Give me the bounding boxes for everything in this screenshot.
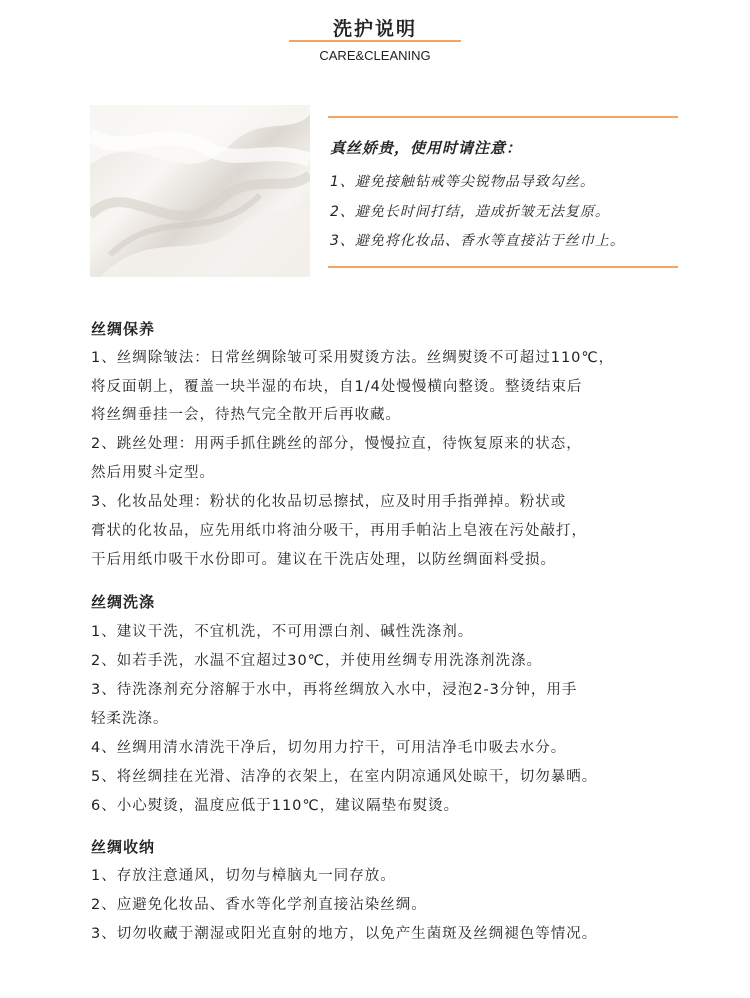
title-underline — [289, 40, 461, 42]
section-line: 2、如若手洗，水温不宜超过30℃，并使用丝绸专用洗涤剂洗涤。 — [91, 653, 542, 669]
silk-folds-graphic — [90, 105, 310, 277]
notice-item: 2、避免长时间打结，造成折皱无法复原。 — [330, 204, 610, 220]
section-line: 3、化妆品处理：粉状的化妆品切忌擦拭，应及时用手指弹掉。粉状或 — [91, 494, 567, 510]
section-line: 1、存放注意通风，切勿与樟脑丸一同存放。 — [91, 868, 396, 884]
section-line: 3、切勿收藏于潮湿或阳光直射的地方，以免产生菌斑及丝绸褪色等情况。 — [91, 926, 598, 942]
section-line: 将反面朝上，覆盖一块半湿的布块，自1/4处慢慢横向整烫。整烫结束后 — [91, 379, 583, 395]
section-line: 1、丝绸除皱法：日常丝绸除皱可采用熨烫方法。丝绸熨烫不可超过110℃， — [91, 350, 615, 366]
section-line: 2、跳丝处理：用两手抓住跳丝的部分，慢慢拉直，待恢复原来的状态， — [91, 436, 582, 452]
silk-fabric-image — [90, 105, 310, 277]
notice-item: 3、避免将化妆品、香水等直接沾于丝巾上。 — [330, 233, 625, 249]
section-line: 1、建议干洗，不宜机洗，不可用漂白剂、碱性洗涤剂。 — [91, 624, 474, 640]
section-line: 轻柔洗涤。 — [91, 711, 169, 727]
section-line: 4、丝绸用清水清洗干净后，切勿用力拧干，可用洁净毛巾吸去水分。 — [91, 740, 567, 756]
section-line: 2、应避免化妆品、香水等化学剂直接沾染丝绸。 — [91, 897, 427, 913]
section-title-storage: 丝绸收纳 — [91, 838, 156, 856]
section-line: 6、小心熨烫，温度应低于110℃，建议隔垫布熨烫。 — [91, 798, 460, 814]
notice-top-line — [328, 116, 678, 118]
notice-heading: 真丝娇贵，使用时请注意： — [330, 139, 523, 157]
section-line: 3、待洗涤剂充分溶解于水中，再将丝绸放入水中，浸泡2-3分钟，用手 — [91, 682, 578, 698]
page-subtitle: CARE&CLEANING — [319, 48, 431, 63]
section-title-washing: 丝绸洗涤 — [91, 593, 156, 611]
section-line: 将丝绸垂挂一会，待热气完全散开后再收藏。 — [91, 407, 401, 423]
section-line: 5、将丝绸挂在光滑、洁净的衣架上，在室内阴凉通风处晾干，切勿暴晒。 — [91, 769, 598, 785]
section-line: 膏状的化妆品，应先用纸巾将油分吸干，再用手帕沾上皂液在污处敲打， — [91, 523, 587, 539]
notice-bottom-line — [328, 266, 678, 268]
page-title: 洗护说明 — [332, 18, 417, 40]
section-line: 干后用纸巾吸干水份即可。建议在干洗店处理，以防丝绸面料受损。 — [91, 552, 556, 568]
section-line: 然后用熨斗定型。 — [91, 465, 215, 481]
notice-item: 1、避免接触钻戒等尖锐物品导致勾丝。 — [330, 174, 595, 190]
section-title-care: 丝绸保养 — [91, 320, 156, 338]
